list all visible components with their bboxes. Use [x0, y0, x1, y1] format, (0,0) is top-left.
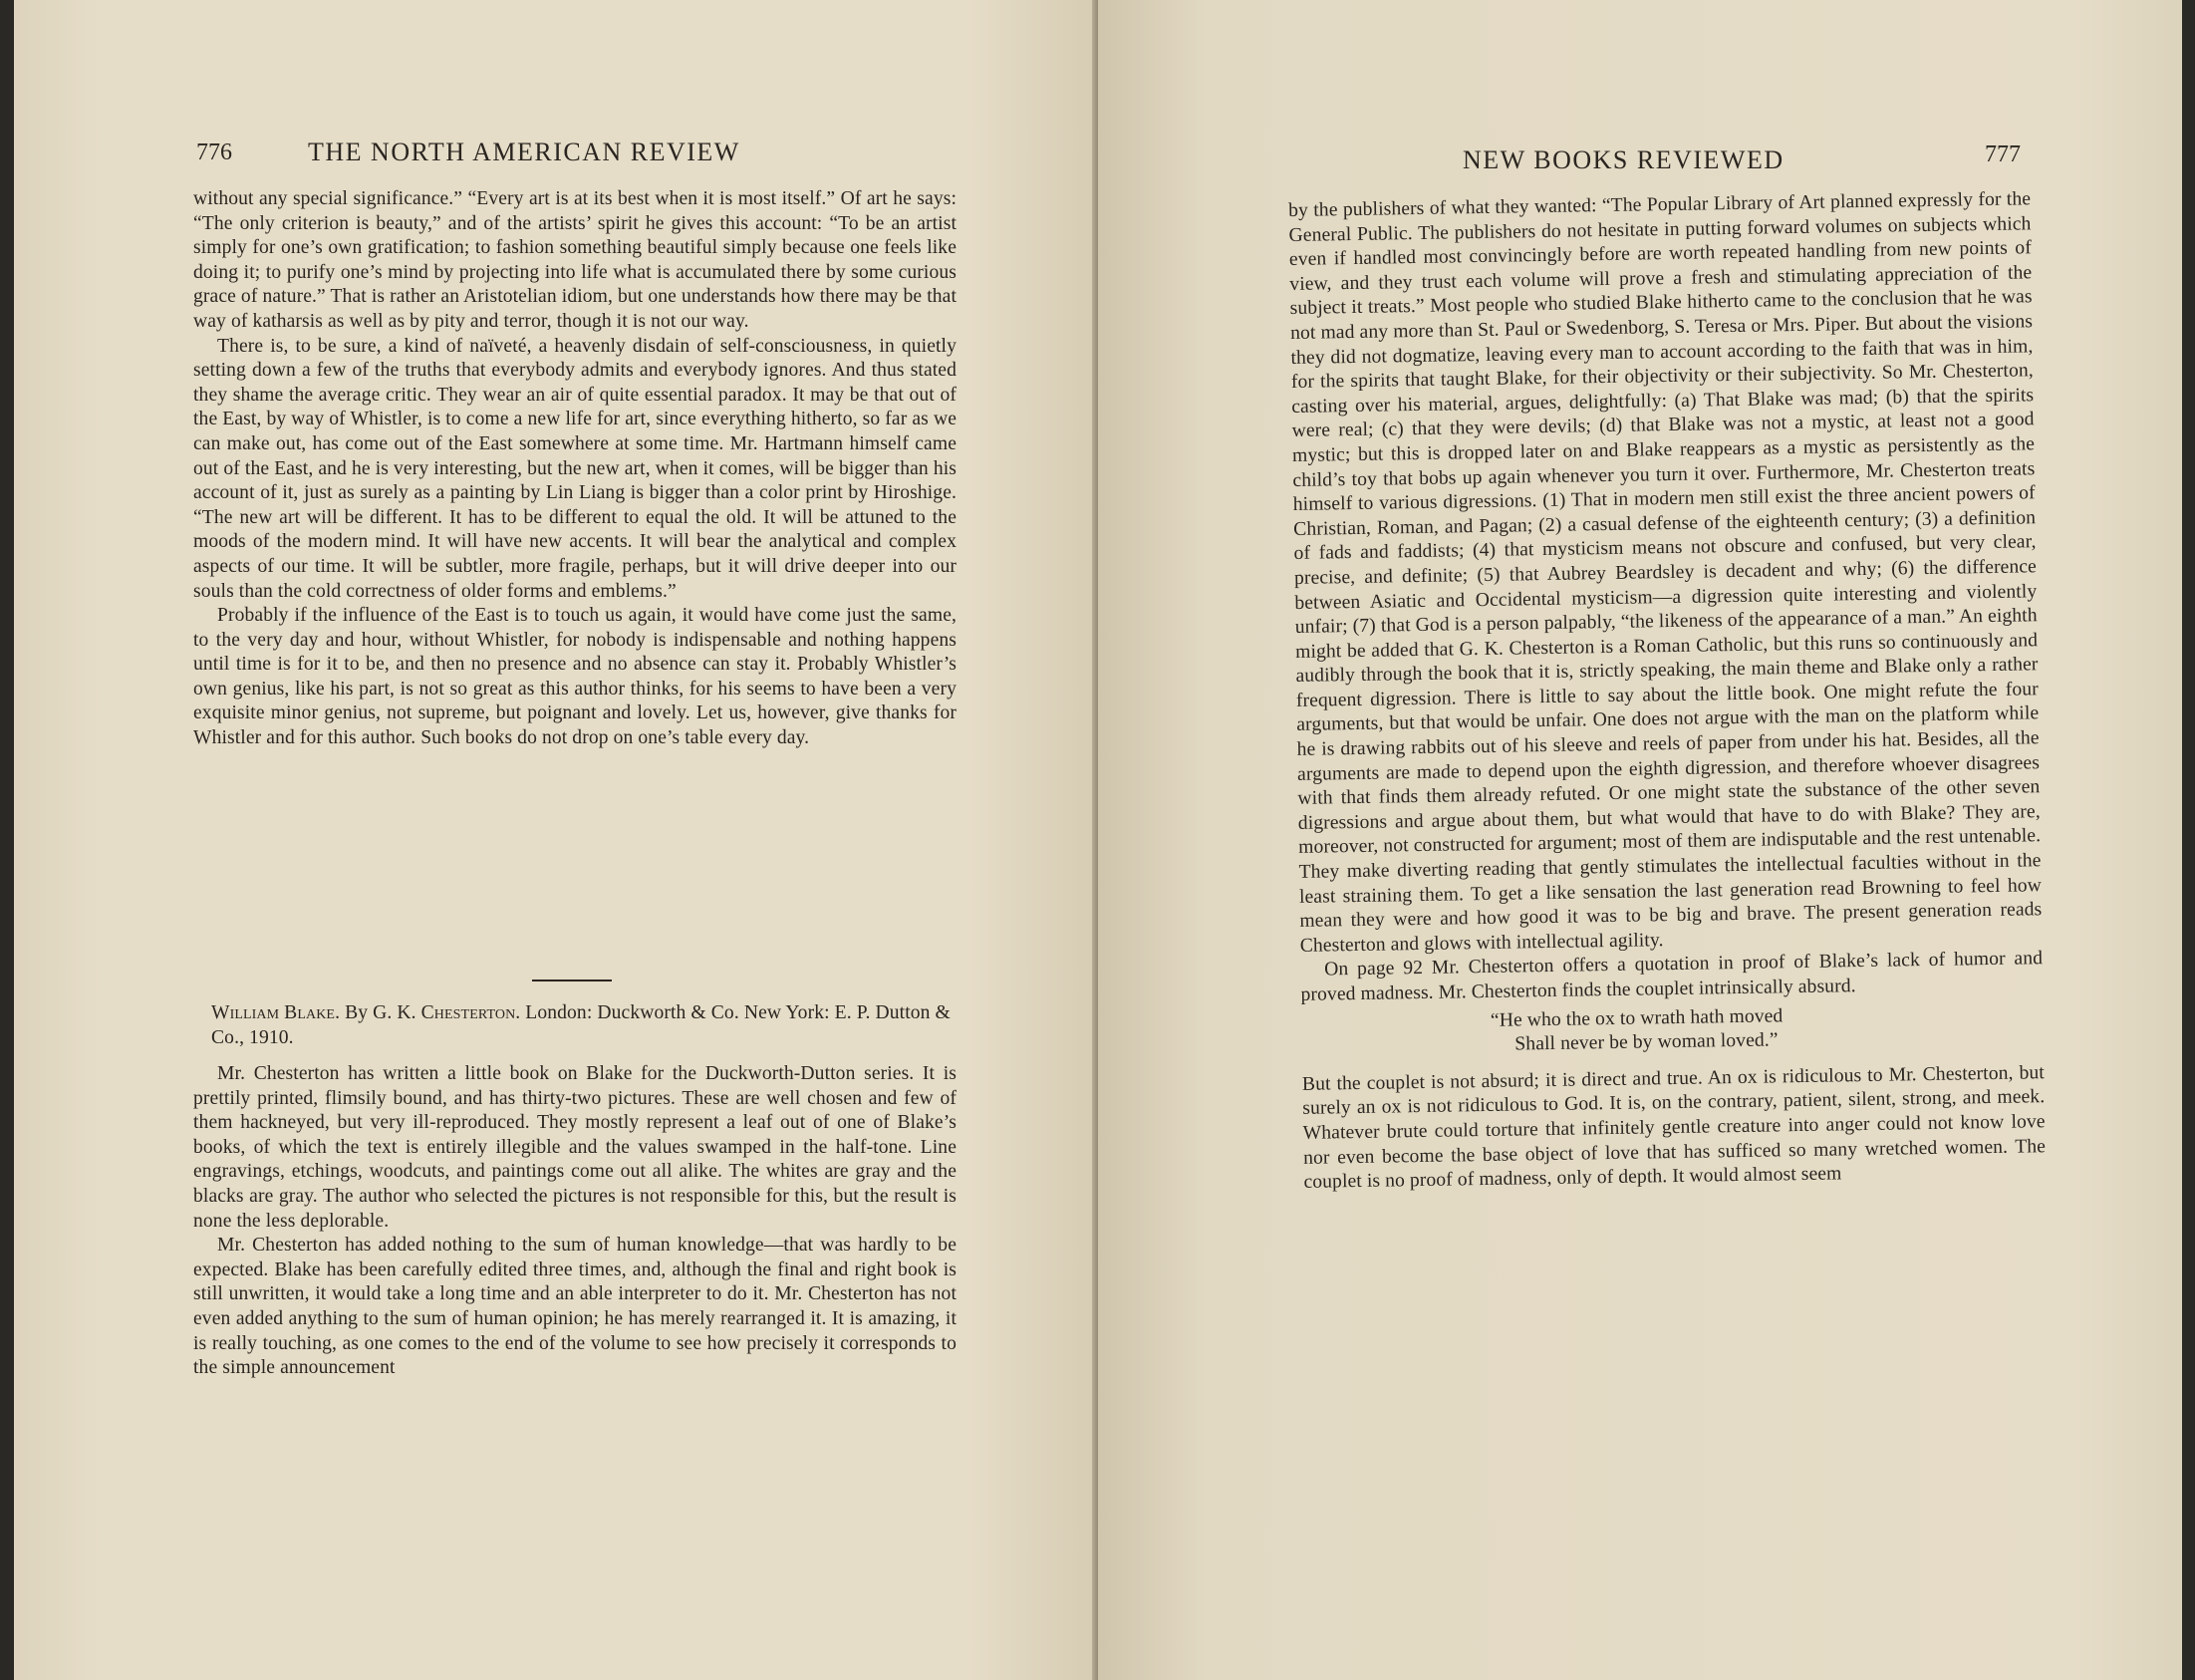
- left-page: [14, 0, 1098, 1680]
- byline: By G. K.: [345, 1002, 416, 1023]
- paragraph: Mr. Chesterton has written a little book on Blake for the Duckworth-Dutton series. It is prettily printed, flimsily bound, and has thirty-two pictures. These are well chosen and few of them hackneyed, but very ill-reproduced. They mostly represent a leaf out of one of Blake’s books, of which the text is entirely illegible and the values swamped in the half-tone. Line engravings, etchings, woodcuts, and paintings come out all alike. The whites are gray and the blacks are gray. The author who selected the pictures is not responsible for this, but the result is none the less deplorable.: [193, 1063, 957, 1232]
- paragraph: Probably if the influence of the East is to touch us again, it would have come just the same, to the very day and hour, without Whistler, for nobody is indispensable and nothing happens until time is for it to be, and then no presence and no absence can stay it. Probably Whistler’s own genius, like his part, is not so great as this author thinks, for his seems to have been a very exquisite minor genius, not supreme, but poignant and lovely. Let us, however, give thanks for Whistler and for this author. Such books do not drop on one’s table every day.: [193, 605, 957, 749]
- paragraph: On page 92 Mr. Chesterton offers a quotation in proof of Blake’s lack of humor and proved madness. Mr. Chesterton finds the couplet intrinsically absurd.: [1300, 948, 2044, 1005]
- section-divider: [532, 980, 612, 981]
- paragraph: by the publishers of what they wanted: “The Popular Library of Art planned expressly for the General Public. The publishers do not hesitate in putting forward volumes on subjects which even if handled most convincingly before are worth repeated handling from new points of view, and they trust each volume will prove a fresh and stimulating appreciation of the subject it treats.” Most people who studied Blake hitherto came to the conclusion that he was not mad any more than St. Paul or Swedenborg, S. Teresa or Mrs. Piper. But about the visions they did not dogmatize, leaving every man to account according to the faith that was in him, for the spirits that taught Blake, for their objectivity or their subjectivity. So Mr. Chesterton, casting over his material, argues, delightfully: (a) That Blake was mad; (b) that the spirits were real; (c) that they were devils; (d) that Blake was not a mystic, at least not a good mystic; but this is dropped later on and Blake reappears as a mystic as persistently as the child’s toy that bobs up again whenever you turn it over. Furthermore, Mr. Chesterton treats himself to various digressions. (1) That in modern men still exist the three ancient powers of Christian, Roman, and Pagan; (2) a casual defense of the eighteenth century; (3) a definition of fads and faddists; (4) that mysticism means not obscure and confused, but very clear, precise, and definite; (5) that Aubrey Beardsley is decadent and why; (6) the difference between Asiatic and Occidental mysticism—a digression quite interesting and violently unfair; (7) that God is a person palpably, “the likeness of the appearance of a man.” An eighth might be added that G. K. Chesterton is a Roman Catholic, but this runs so continuously and audibly through the book that it is, strictly speaking, the main theme and Blake only a rather frequent digression. There is little to say about the little book. One might refute the four arguments, but that would be unfair. One does not argue with the man on the platform while he is drawing rabbits out of his sleeve and reels of paper from under his hat. Besides, all the arguments are made to depend upon the eighth digression, and therefore whoever disagrees with that finds them already refuted. Or one might state the substance of the other seven digressions and argue about them, but what would that have to do with Blake? They are, moreover, not constructed for argument; most of them are indisputable and the rest untenable. They make diverting reading that gently stimulates the intellectual faculties without in the least straining them. To get a like sensation the last generation read Browning to feel how mean they were and how good it was to be big and brave. The present generation reads Chesterton and glows with intellectual agility.: [1288, 188, 2043, 957]
- running-head: NEW BOOKS REVIEWED: [1463, 145, 1784, 174]
- paragraph: But the couplet is not absurd; it is direct and true. An ox is ridiculous to Mr. Chesterton, but surely an ox is not ridiculous to God. It is, on the contrary, patient, silent, strong, and meek. Whatever brute could torture that infinitely gentle creature into anger could not know love nor even become the base object of love that has sufficed so many wretched women. The couplet is no proof of madness, only of depth. It would almost seem: [1301, 1061, 2047, 1194]
- review-body-text: [193, 1062, 957, 1381]
- publisher-info: London: Duckworth & Co. New York: E. P. Dutton & Co., 1910.: [211, 1002, 951, 1048]
- quoted-couplet: [1301, 1000, 2045, 1061]
- page-number: 776: [196, 140, 232, 165]
- right-page: [1098, 0, 2182, 1680]
- book-title: William Blake.: [211, 1002, 341, 1023]
- verse-line: Shall never be by woman loved.”: [1514, 1029, 1779, 1055]
- paragraph: There is, to be sure, a kind of naïveté, a heavenly disdain of self-consciousness, in quietly setting down a few of the truths that everybody admits and everybody ignores. And thus stated they shame the average critic. They wear an air of quite essential paradox. It may be that out of the East, by way of Whistler, is to come a new life for art, since everything hitherto, so far as we can make out, has come out of the East somewhere at some time. Mr. Hartmann himself came out of the East, and he is very interesting, but the new art, when it comes, will be bigger than his account of it, just as surely as a painting by Lin Liang is bigger than a color print by Hiroshige. “The new art will be different. It has to be different to equal the old. It will be attuned to the moods of the modern mind. It will have new accents. It will bear the analytical and complex aspects of our time. It will be subtler, more fragile, perhaps, but it will drive deeper into our souls than the cold correctness of older forms and emblems.”: [193, 335, 957, 602]
- author-name: Chesterton.: [420, 1002, 521, 1023]
- left-body-text: [193, 187, 957, 751]
- right-body-text: [1288, 187, 2047, 1195]
- paragraph: without any special significance.” “Every art is at its best when it is most itself.” Of art he says: “The only criterion is beauty,” and of the artists’ spirit he gives this account: “To be an artist simply for one’s own gratification; to fashion something beautiful simply because one feels like doing it; to purify one’s mind by projecting into life what is accumulated there by some curious grace of nature.” That is rather an Aristotelian idiom, but one understands how there may be that way of katharsis as well as by pity and terror, though it is not our way.: [193, 188, 957, 332]
- review-heading: [211, 1001, 957, 1050]
- page-number: 777: [1985, 141, 2021, 167]
- paragraph: Mr. Chesterton has added nothing to the sum of human knowledge—that was hardly to be expected. Blake has been carefully edited three times, and, although the final and right book is still unwritten, it would take a long time and an able interpreter to do it. Mr. Chesterton has not even added anything to the sum of human opinion; he has merely rearranged it. It is amazing, it is really touching, as one comes to the end of the volume to see how precisely it corresponds to the simple announcement: [193, 1235, 957, 1379]
- verse-line: “He who the ox to wrath hath moved: [1490, 1004, 1783, 1031]
- running-head: THE NORTH AMERICAN REVIEW: [308, 138, 740, 166]
